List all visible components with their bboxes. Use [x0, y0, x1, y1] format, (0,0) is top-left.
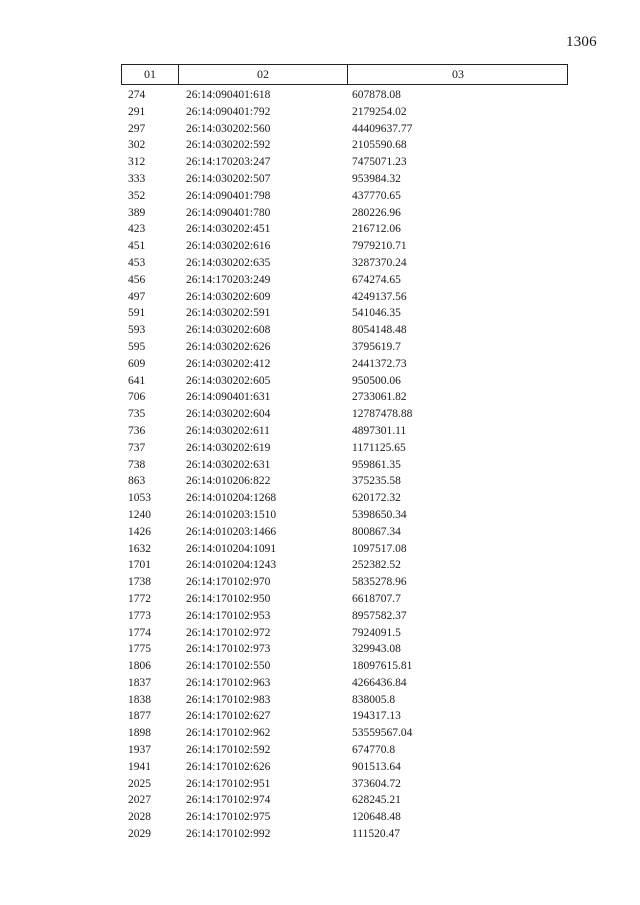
row-value: 3287370.24 [352, 256, 407, 269]
cadastral-number: 26:14:030202:605 [186, 374, 271, 387]
row-value: 674770.8 [352, 744, 396, 757]
row-number: 2027 [128, 794, 151, 807]
cadastral-number: 26:14:170102:974 [186, 794, 271, 807]
cadastral-number: 26:14:170102:627 [186, 710, 271, 723]
row-number: 736 [128, 424, 146, 437]
table-row [0, 473, 640, 490]
table-body [0, 87, 640, 843]
table-row [0, 87, 640, 104]
cadastral-number: 26:14:010203:1510 [186, 508, 277, 521]
table-row [0, 776, 640, 793]
row-value: 216712.06 [352, 223, 401, 236]
table-row [0, 708, 640, 725]
row-number: 1806 [128, 660, 151, 673]
row-number: 2028 [128, 811, 151, 824]
cadastral-number: 26:14:010204:1091 [186, 542, 277, 555]
table-row [0, 389, 640, 406]
table-row [0, 524, 640, 541]
row-number: 737 [128, 441, 146, 454]
cadastral-number: 26:14:030202:451 [186, 223, 271, 236]
row-number: 389 [128, 206, 146, 219]
cadastral-number: 26:14:090401:792 [186, 105, 271, 118]
cadastral-number: 26:14:030202:608 [186, 324, 271, 337]
row-number: 641 [128, 374, 146, 387]
row-number: 1941 [128, 760, 151, 773]
row-value: 2733061.82 [352, 391, 407, 404]
row-value: 120648.48 [352, 811, 401, 824]
row-number: 735 [128, 408, 146, 421]
row-value: 5835278.96 [352, 576, 407, 589]
table-row [0, 406, 640, 423]
cadastral-number: 26:14:030202:609 [186, 290, 271, 303]
row-number: 1774 [128, 626, 151, 639]
row-number: 1053 [128, 492, 151, 505]
row-number: 738 [128, 458, 146, 471]
table-row [0, 557, 640, 574]
row-number: 1775 [128, 643, 151, 656]
cadastral-number: 26:14:170102:592 [186, 744, 271, 757]
table-row [0, 339, 640, 356]
row-value: 950500.06 [352, 374, 401, 387]
cadastral-number: 26:14:010204:1243 [186, 559, 277, 572]
table-row [0, 356, 640, 373]
row-number: 497 [128, 290, 146, 303]
cadastral-number: 26:14:170102:963 [186, 676, 271, 689]
row-number: 451 [128, 240, 146, 253]
cadastral-number: 26:14:170102:973 [186, 643, 271, 656]
cadastral-number: 26:14:030202:616 [186, 240, 271, 253]
row-value: 111520.47 [352, 828, 401, 841]
row-value: 901513.64 [352, 760, 401, 773]
row-value: 1171125.65 [352, 441, 406, 454]
cadastral-number: 26:14:170102:975 [186, 811, 271, 824]
row-number: 1240 [128, 508, 151, 521]
row-number: 291 [128, 105, 146, 118]
row-number: 1837 [128, 676, 151, 689]
table-row [0, 289, 640, 306]
header-cell-01: 01 [144, 67, 156, 81]
row-value: 1097517.08 [352, 542, 407, 555]
row-value: 44409637.77 [352, 122, 413, 135]
row-number: 297 [128, 122, 146, 135]
table-row [0, 658, 640, 675]
cadastral-number: 26:14:090401:631 [186, 391, 271, 404]
row-value: 280226.96 [352, 206, 401, 219]
cadastral-number: 26:14:170102:970 [186, 576, 271, 589]
row-number: 274 [128, 89, 146, 101]
row-value: 437770.65 [352, 189, 401, 202]
row-value: 7475071.23 [352, 156, 407, 169]
table-row [0, 205, 640, 222]
row-number: 352 [128, 189, 146, 202]
table-row [0, 725, 640, 742]
table-row [0, 625, 640, 642]
row-number: 2025 [128, 777, 151, 790]
row-value: 959861.35 [352, 458, 401, 471]
table-row [0, 238, 640, 255]
table-row [0, 457, 640, 474]
row-value: 18097615.81 [352, 660, 413, 673]
table-row [0, 742, 640, 759]
table-row [0, 826, 640, 843]
row-number: 1738 [128, 576, 151, 589]
page-number: 1306 [566, 34, 597, 50]
table-row [0, 305, 640, 322]
row-value: 194317.13 [352, 710, 401, 723]
row-number: 312 [128, 156, 146, 169]
row-number: 423 [128, 223, 146, 236]
cadastral-number: 26:14:030202:604 [186, 408, 271, 421]
row-value: 541046.35 [352, 307, 401, 320]
row-number: 863 [128, 475, 146, 488]
row-number: 1898 [128, 727, 151, 740]
row-value: 4249137.56 [352, 290, 407, 303]
row-value: 375235.58 [352, 475, 401, 488]
row-number: 591 [128, 307, 146, 320]
table-row [0, 759, 640, 776]
table-row [0, 322, 640, 339]
cadastral-number: 26:14:170102:550 [186, 660, 271, 673]
row-number: 456 [128, 273, 146, 286]
row-number: 1772 [128, 592, 151, 605]
table-row [0, 574, 640, 591]
cadastral-number: 26:14:090401:618 [186, 89, 271, 101]
table-row [0, 121, 640, 138]
cadastral-number: 26:14:030202:560 [186, 122, 271, 135]
table-row [0, 490, 640, 507]
row-value: 8957582.37 [352, 609, 407, 622]
row-number: 1426 [128, 525, 151, 538]
cadastral-number: 26:14:170102:962 [186, 727, 271, 740]
table-header [121, 64, 568, 85]
cadastral-number: 26:14:030202:619 [186, 441, 271, 454]
cadastral-number: 26:14:030202:635 [186, 256, 271, 269]
table-row [0, 641, 640, 658]
cadastral-number: 26:14:010204:1268 [186, 492, 277, 505]
table-row [0, 171, 640, 188]
table-row [0, 591, 640, 608]
table-row [0, 221, 640, 238]
cadastral-number: 26:14:170102:992 [186, 828, 271, 841]
row-value: 53559567.04 [352, 727, 413, 740]
cadastral-number: 26:14:010203:1466 [186, 525, 277, 538]
cadastral-number: 26:14:170102:951 [186, 777, 271, 790]
row-value: 674274.65 [352, 273, 401, 286]
cadastral-number: 26:14:010206:822 [186, 475, 271, 488]
row-number: 593 [128, 324, 146, 337]
row-value: 12787478.88 [352, 408, 413, 421]
cadastral-number: 26:14:170203:249 [186, 273, 271, 286]
table-row [0, 692, 640, 709]
row-number: 453 [128, 256, 146, 269]
cadastral-number: 26:14:030202:591 [186, 307, 271, 320]
table-row [0, 507, 640, 524]
cadastral-number: 26:14:030202:507 [186, 172, 271, 185]
row-value: 7979210.71 [352, 240, 407, 253]
row-value: 8054148.48 [352, 324, 407, 337]
row-value: 6618707.7 [352, 592, 401, 605]
row-number: 1838 [128, 693, 151, 706]
row-value: 953984.32 [352, 172, 401, 185]
row-number: 1877 [128, 710, 151, 723]
row-value: 800867.34 [352, 525, 401, 538]
header-cell-03: 03 [452, 67, 464, 81]
cadastral-number: 26:14:170102:953 [186, 609, 271, 622]
row-number: 1701 [128, 559, 151, 572]
table-row [0, 373, 640, 390]
cadastral-number: 26:14:090401:798 [186, 189, 271, 202]
table-row [0, 440, 640, 457]
table-row [0, 255, 640, 272]
table-row [0, 675, 640, 692]
row-value: 7924091.5 [352, 626, 401, 639]
cadastral-number: 26:14:170102:950 [186, 592, 271, 605]
table-row [0, 541, 640, 558]
table-row [0, 104, 640, 121]
row-value: 373604.72 [352, 777, 401, 790]
row-value: 252382.52 [352, 559, 401, 572]
row-number: 595 [128, 340, 146, 353]
table-row [0, 423, 640, 440]
row-value: 620172.32 [352, 492, 401, 505]
row-number: 302 [128, 139, 146, 152]
row-value: 2179254.02 [352, 105, 407, 118]
row-number: 609 [128, 357, 146, 370]
row-number: 2029 [128, 828, 151, 841]
table-row [0, 188, 640, 205]
header-cell-02: 02 [257, 67, 269, 81]
row-value: 838005.8 [352, 693, 396, 706]
row-value: 607878.08 [352, 89, 401, 101]
table-row [0, 272, 640, 289]
table-row [0, 137, 640, 154]
cadastral-number: 26:14:170102:983 [186, 693, 271, 706]
table-row [0, 608, 640, 625]
row-value: 3795619.7 [352, 340, 401, 353]
row-value: 4266436.84 [352, 676, 407, 689]
row-value: 5398650.34 [352, 508, 407, 521]
cadastral-number: 26:14:030202:592 [186, 139, 271, 152]
row-value: 628245.21 [352, 794, 401, 807]
cadastral-number: 26:14:030202:412 [186, 357, 271, 370]
row-value: 2105590.68 [352, 139, 407, 152]
table-row [0, 792, 640, 809]
row-number: 706 [128, 391, 146, 404]
cadastral-number: 26:14:030202:626 [186, 340, 271, 353]
table-row [0, 809, 640, 826]
cadastral-number: 26:14:170102:972 [186, 626, 271, 639]
row-number: 333 [128, 172, 146, 185]
row-number: 1937 [128, 744, 151, 757]
cadastral-number: 26:14:030202:611 [186, 424, 270, 437]
cadastral-number: 26:14:170203:247 [186, 156, 271, 169]
row-number: 1632 [128, 542, 151, 555]
row-value: 4897301.11 [352, 424, 407, 437]
cadastral-number: 26:14:030202:631 [186, 458, 271, 471]
row-value: 329943.08 [352, 643, 401, 656]
cadastral-number: 26:14:170102:626 [186, 760, 271, 773]
row-value: 2441372.73 [352, 357, 407, 370]
table-row [0, 154, 640, 171]
row-number: 1773 [128, 609, 151, 622]
cadastral-number: 26:14:090401:780 [186, 206, 271, 219]
